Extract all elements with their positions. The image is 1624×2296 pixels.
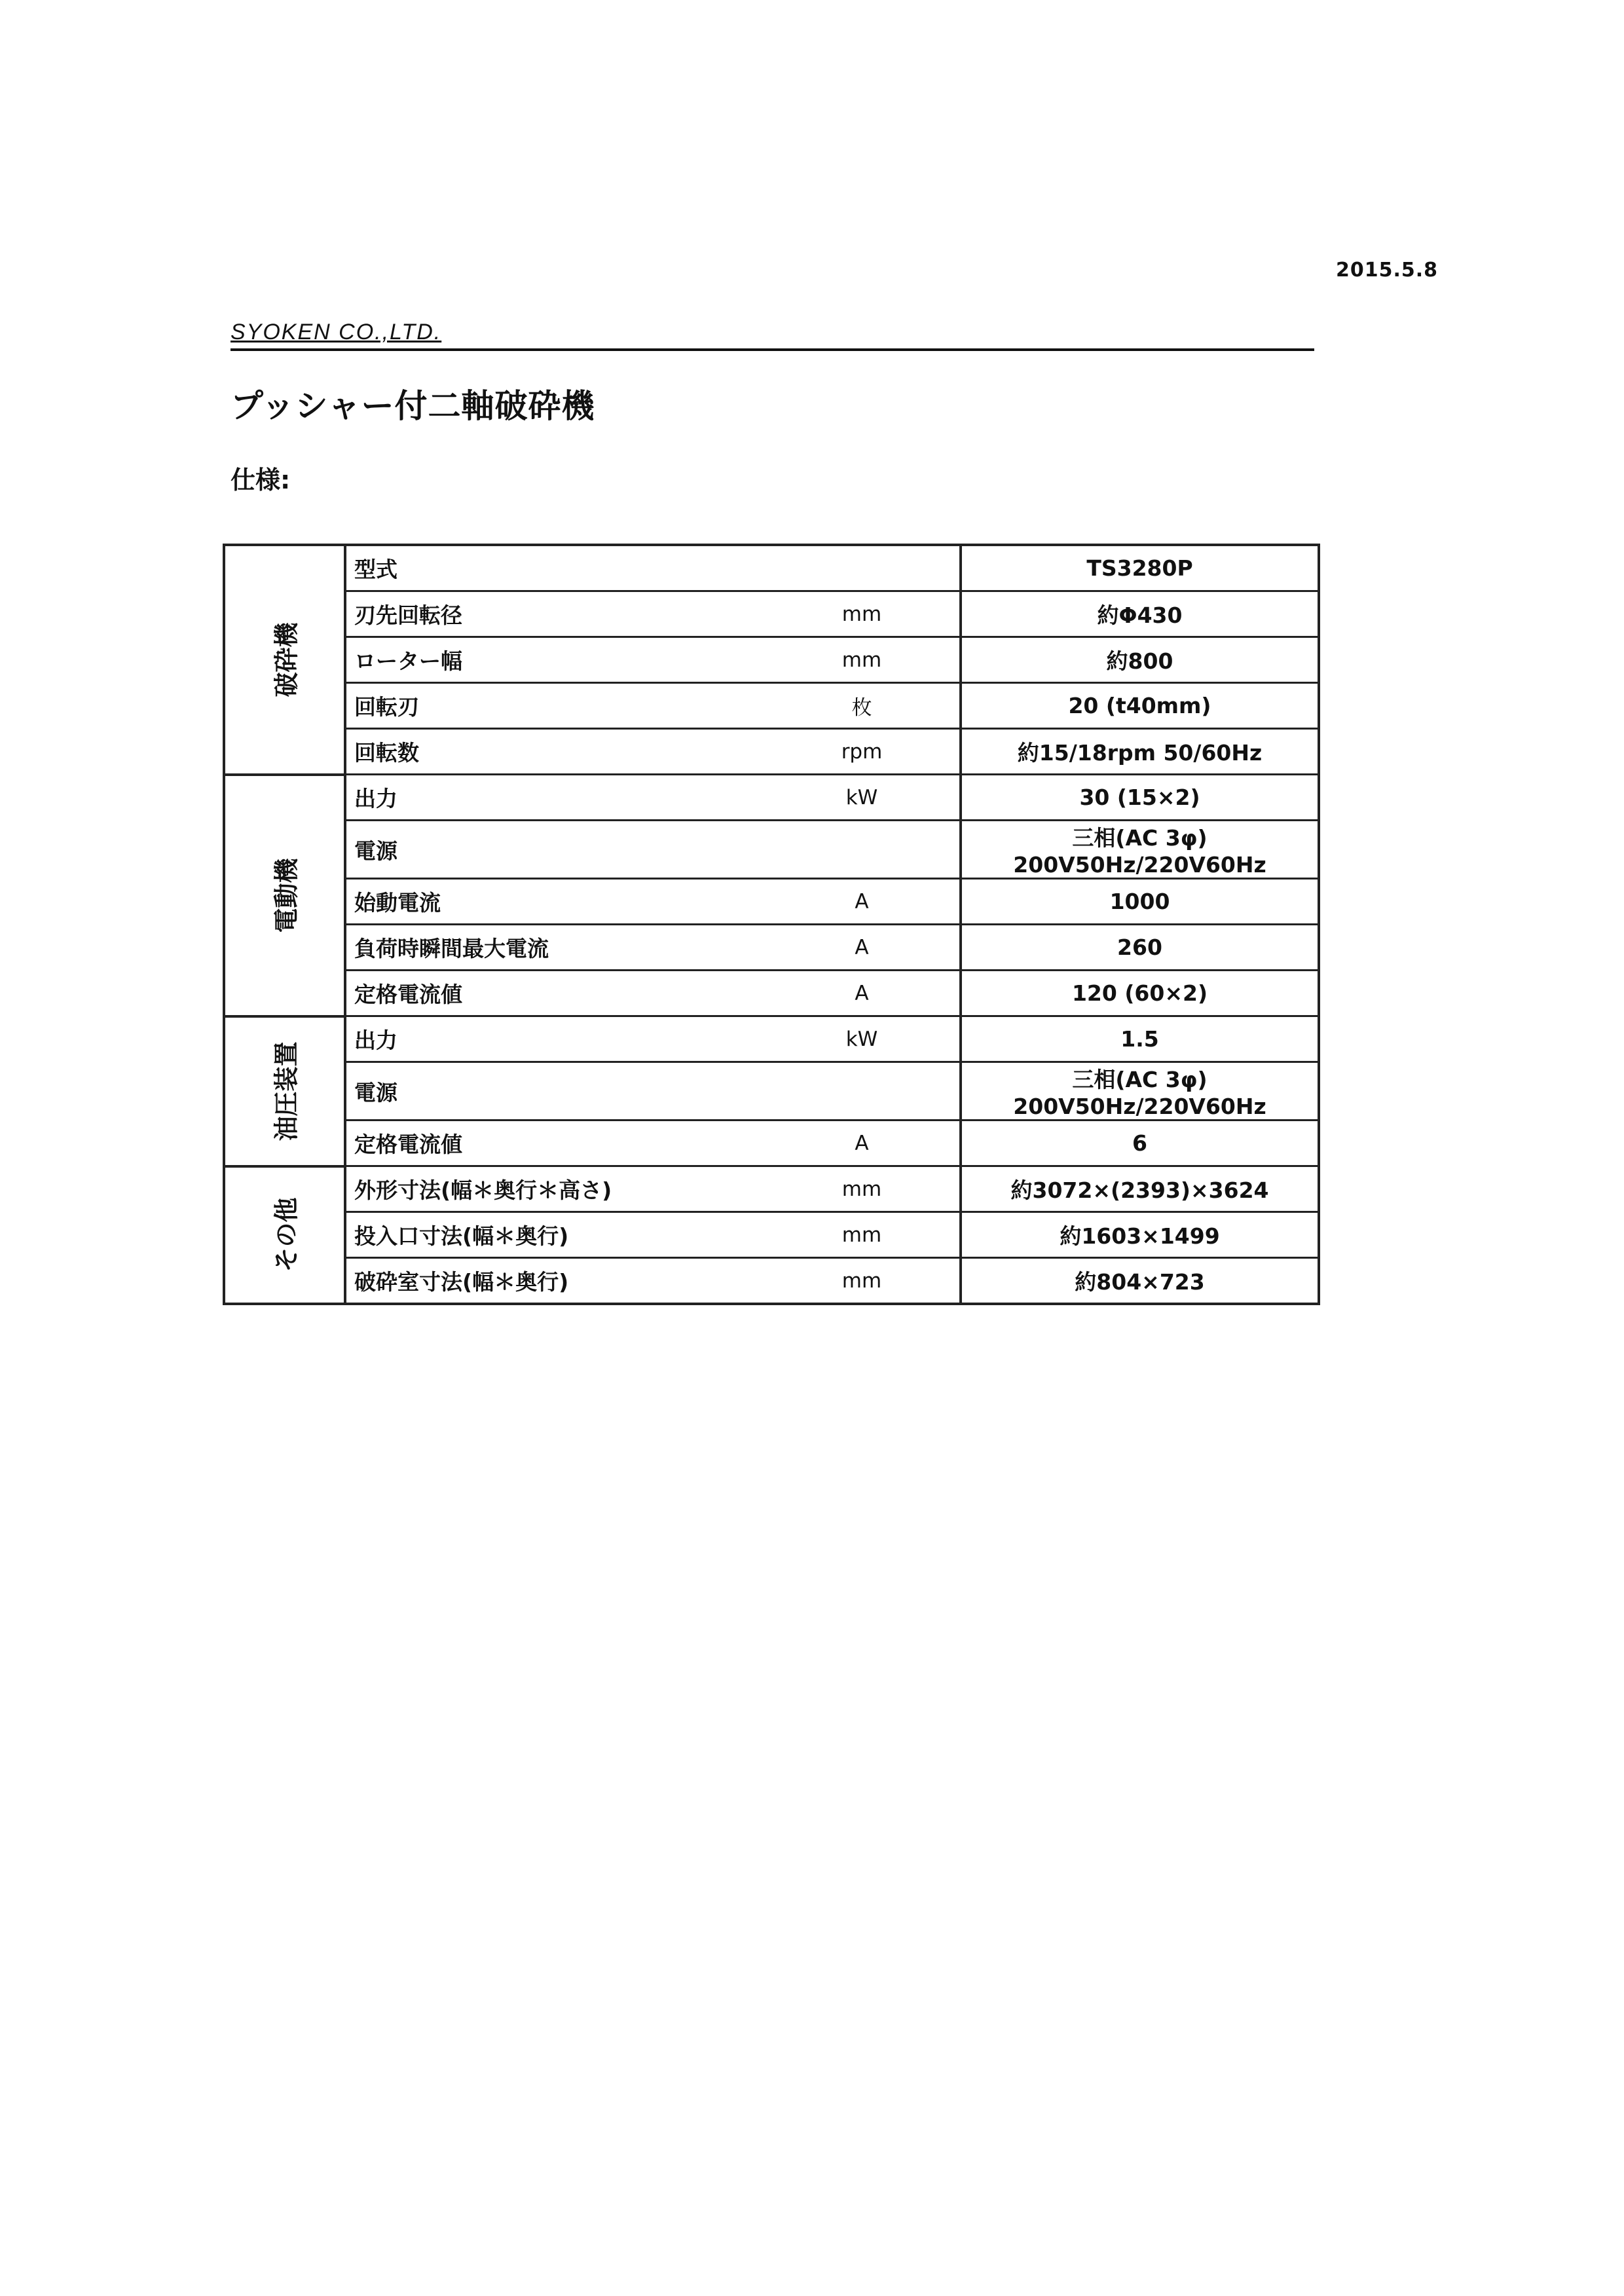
spec-value: 6 [961, 1120, 1319, 1166]
spec-group-motor [224, 775, 345, 1016]
spec-unit: kW [764, 775, 961, 821]
spec-item: 出力 [345, 1016, 764, 1062]
spec-table [223, 544, 1320, 1305]
spec-item: 外形寸法(幅＊奥行＊高さ) [345, 1166, 764, 1212]
spec-value: 20 (t40mm) [961, 683, 1319, 729]
spec-row [224, 775, 1319, 821]
spec-unit: mm [764, 1212, 961, 1258]
spec-group-other [224, 1166, 345, 1305]
spec-row [224, 1016, 1319, 1062]
spec-value: 1000 [961, 879, 1319, 925]
spec-group-label: 油圧装置 [272, 1041, 301, 1141]
spec-group-label: その他 [272, 1197, 301, 1272]
spec-item: 始動電流 [345, 879, 764, 925]
spec-row [224, 637, 1319, 683]
spec-item: 回転数 [345, 729, 764, 775]
company-name: SYOKEN CO.,LTD. [231, 320, 442, 344]
spec-unit: A [764, 971, 961, 1016]
document-date: 2015.5.8 [1336, 259, 1439, 282]
spec-row [224, 925, 1319, 971]
spec-row [224, 1212, 1319, 1258]
spec-item: 回転刃 [345, 683, 764, 729]
spec-unit: A [764, 879, 961, 925]
spec-unit: mm [764, 1166, 961, 1212]
spec-value: 約15/18rpm 50/60Hz [961, 729, 1319, 775]
spec-value: 260 [961, 925, 1319, 971]
spec-value: TS3280P [961, 545, 1319, 591]
spec-row [224, 1062, 1319, 1120]
spec-row [224, 1166, 1319, 1212]
spec-value: 約1603×1499 [961, 1212, 1319, 1258]
spec-unit: 枚 [764, 683, 961, 729]
spec-row [224, 1120, 1319, 1166]
spec-value: 30 (15×2) [961, 775, 1319, 821]
spec-row [224, 591, 1319, 637]
spec-value: 約804×723 [961, 1258, 1319, 1305]
spec-row [224, 683, 1319, 729]
spec-item: 出力 [345, 775, 764, 821]
spec-table-body [224, 545, 1319, 1304]
spec-unit: mm [764, 637, 961, 683]
spec-row [224, 545, 1319, 591]
spec-item: 刃先回転径 [345, 591, 764, 637]
spec-item: 型式 [345, 545, 764, 591]
spec-unit: mm [764, 1258, 961, 1305]
spec-unit: rpm [764, 729, 961, 775]
spec-row [224, 879, 1319, 925]
spec-heading: 仕様: [231, 466, 291, 494]
spec-value: 約Φ430 [961, 591, 1319, 637]
spec-unit: A [764, 1120, 961, 1166]
spec-value: 三相(AC 3φ) 200V50Hz/220V60Hz [961, 821, 1319, 879]
spec-value: 約800 [961, 637, 1319, 683]
spec-unit: kW [764, 1016, 961, 1062]
spec-value: 三相(AC 3φ) 200V50Hz/220V60Hz [961, 1062, 1319, 1120]
spec-item: ローター幅 [345, 637, 764, 683]
spec-row [224, 729, 1319, 775]
spec-unit [764, 1062, 961, 1120]
spec-item: 定格電流値 [345, 971, 764, 1016]
spec-group-crusher [224, 545, 345, 775]
spec-unit: mm [764, 591, 961, 637]
spec-item: 投入口寸法(幅＊奥行) [345, 1212, 764, 1258]
spec-item: 電源 [345, 821, 764, 879]
spec-item: 定格電流値 [345, 1120, 764, 1166]
document-title: プッシャー付二軸破砕機 [231, 387, 595, 425]
spec-group-label: 電動機 [272, 857, 301, 933]
spec-row [224, 1258, 1319, 1305]
spec-unit: A [764, 925, 961, 971]
spec-row [224, 821, 1319, 879]
spec-value: 120 (60×2) [961, 971, 1319, 1016]
spec-value: 1.5 [961, 1016, 1319, 1062]
header-divider [231, 348, 1314, 351]
spec-unit [764, 545, 961, 591]
spec-item: 負荷時瞬間最大電流 [345, 925, 764, 971]
spec-group-label: 破砕機 [272, 622, 301, 697]
spec-value: 約3072×(2393)×3624 [961, 1166, 1319, 1212]
spec-item: 破砕室寸法(幅＊奥行) [345, 1258, 764, 1305]
spec-item: 電源 [345, 1062, 764, 1120]
spec-group-hydraulic [224, 1016, 345, 1166]
spec-row [224, 971, 1319, 1016]
spec-unit [764, 821, 961, 879]
